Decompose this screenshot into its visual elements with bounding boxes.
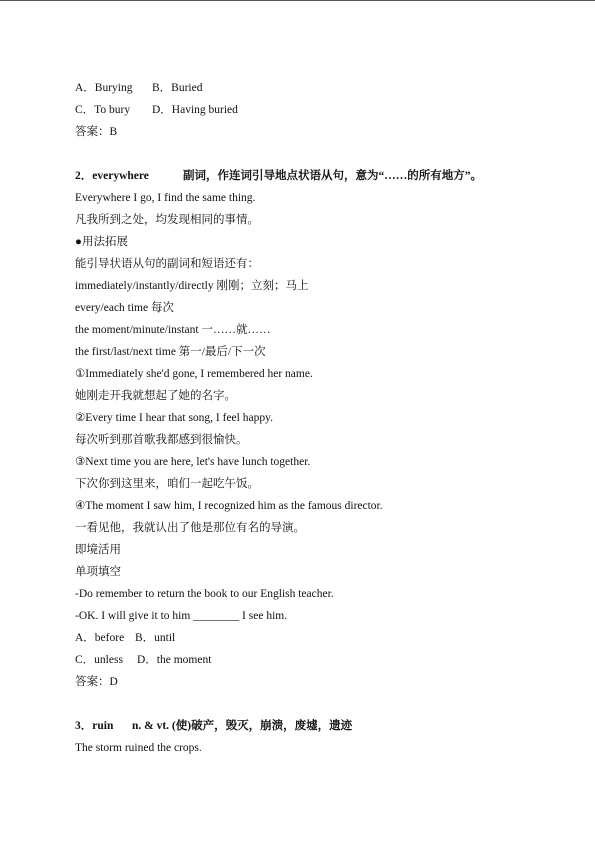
entry2-heading [75, 165, 575, 187]
entry2-practice-type: 单项填空 [75, 566, 121, 578]
entry2-example4-zh: 一看见他，我就认出了他是那位有名的导演。 [75, 522, 305, 534]
entry2-dialog-2: -OK. I will give it to him ________ I see him. [75, 610, 288, 622]
entry2-extension-title: ●用法拓展 [75, 236, 128, 248]
q1-options-cd [75, 99, 575, 121]
entry2-example1-en: ①Immediately she'd gone, I remembered her name. [75, 368, 313, 380]
q1-option-d: D．Having buried [152, 104, 238, 116]
entry2-example2-zh: 每次听到那首歌我都感到很愉快。 [75, 434, 248, 446]
entry2-option-d: D．the moment [137, 654, 212, 666]
entry2-extension-4: the first/last/next time 第一/最后/下一次 [75, 346, 266, 358]
entry3-definition: n. & vt. (使)破产，毁灭，崩溃，废墟，遗迹 [132, 720, 353, 732]
entry2-extension-1: immediately/instantly/directly 刚刚；立刻；马上 [75, 280, 309, 292]
entry3-term: 3．ruin [75, 720, 114, 732]
entry2-options-ab [75, 627, 575, 649]
q1-options-ab [75, 77, 575, 99]
q1-option-a: A．Burying [75, 82, 133, 94]
entry3-example-en: The storm ruined the crops. [75, 742, 202, 754]
entry2-extension-3: the moment/minute/instant 一……就…… [75, 324, 271, 336]
entry2-extension-2: every/each time 每次 [75, 302, 174, 314]
q1-option-c: C．To bury [75, 104, 131, 116]
entry2-practice-title: 即境活用 [75, 544, 121, 556]
q1-option-b: B．Buried [152, 82, 203, 94]
entry2-option-a: A．before [75, 632, 125, 644]
entry2-example3-zh: 下次你到这里来，咱们一起吃午饭。 [75, 478, 259, 490]
q1-answer: 答案：B [75, 126, 118, 138]
entry2-term: 2．everywhere [75, 170, 149, 182]
entry2-example2-en: ②Every time I hear that song, I feel happy. [75, 412, 273, 424]
spacer [75, 143, 575, 165]
entry2-definition: 副词，作连词引导地点状语从句，意为“……的所有地方”。 [183, 170, 482, 182]
spacer [75, 693, 575, 715]
entry2-option-c: C．unless [75, 654, 123, 666]
document-body [75, 77, 575, 759]
header-rule [0, 0, 595, 1]
entry2-answer: 答案：D [75, 676, 118, 688]
entry2-extension-intro: 能引导状语从句的副词和短语还有： [75, 258, 259, 270]
entry2-example3-en: ③Next time you are here, let's have lunch together. [75, 456, 311, 468]
entry2-example1-zh: 她刚走开我就想起了她的名字。 [75, 390, 236, 402]
entry2-example4-en: ④The moment I saw him, I recognized him as the famous director. [75, 500, 383, 512]
entry3-heading [75, 715, 575, 737]
entry2-option-b: B．until [135, 632, 176, 644]
entry2-example-en: Everywhere I go, I find the same thing. [75, 192, 256, 204]
entry2-dialog-1: -Do remember to return the book to our English teacher. [75, 588, 334, 600]
entry2-options-cd [75, 649, 575, 671]
entry2-example-zh: 凡我所到之处，均发现相同的事情。 [75, 214, 259, 226]
